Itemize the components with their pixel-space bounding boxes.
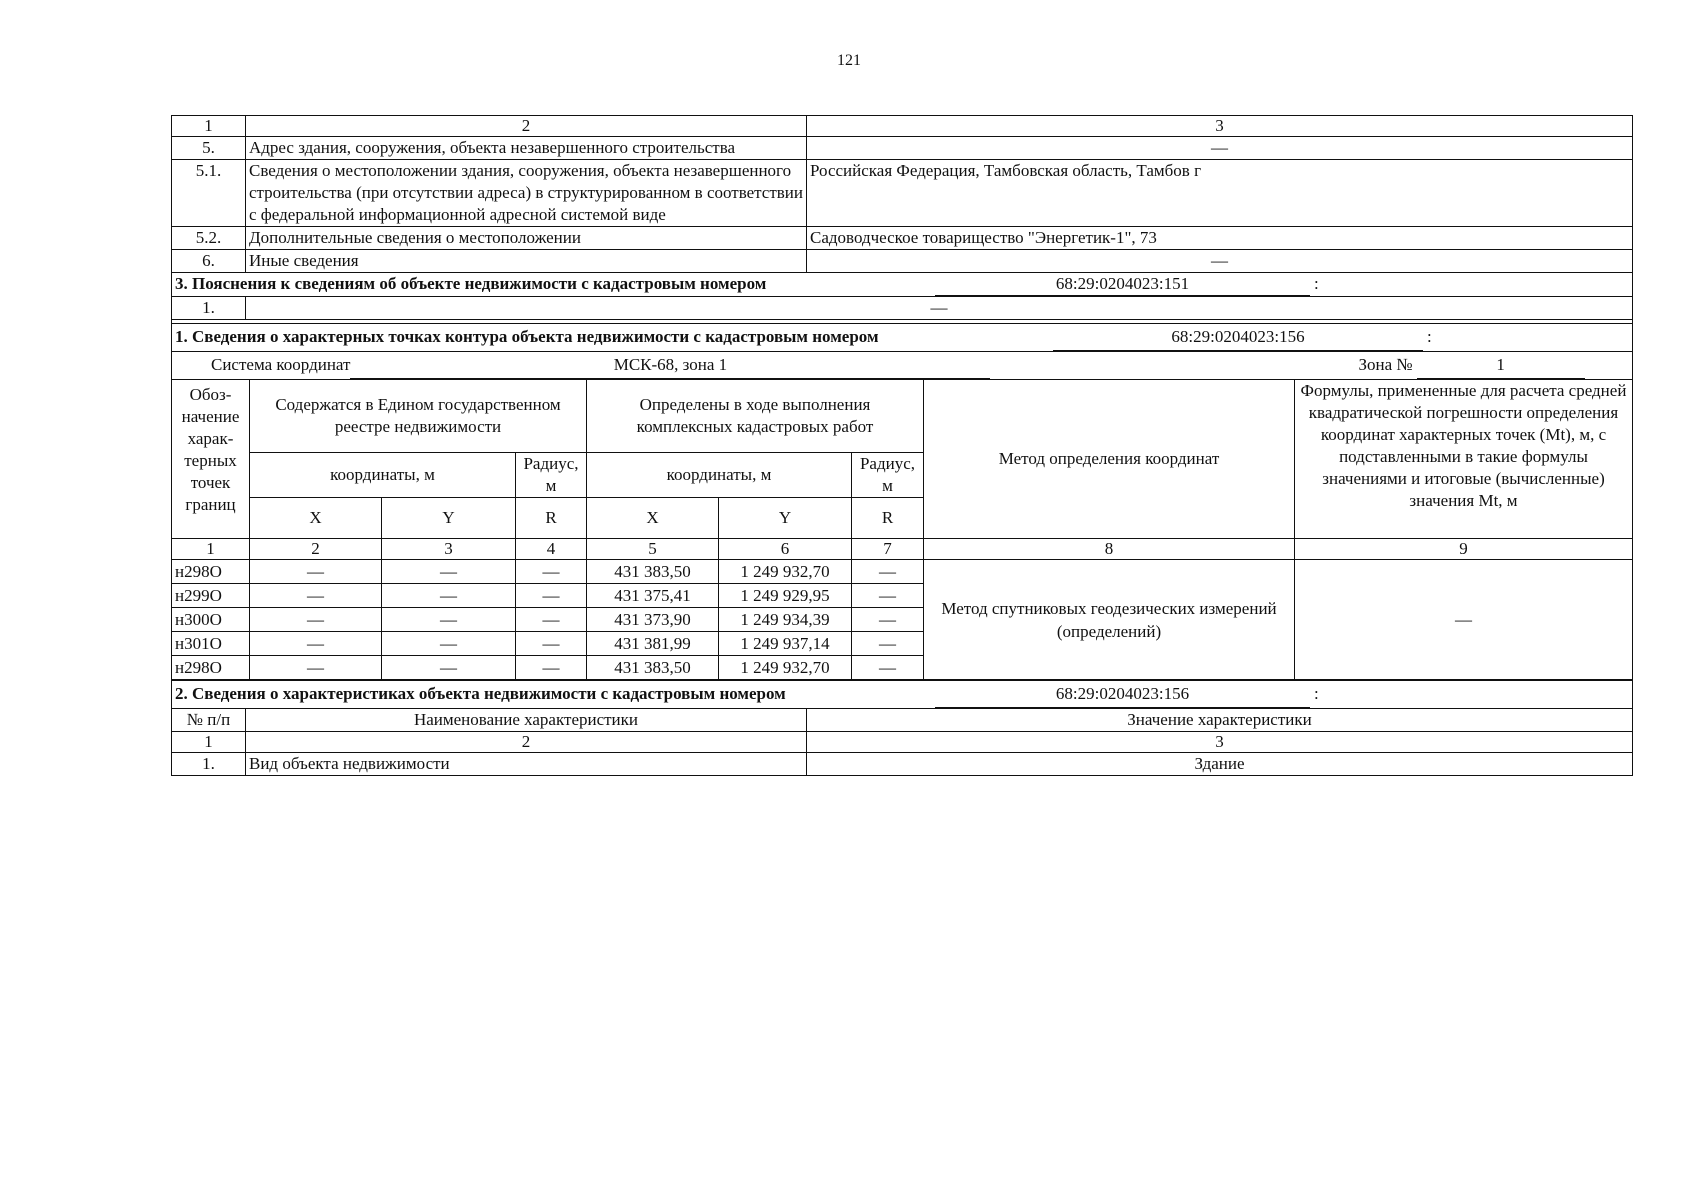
section2-cadastral-number: 68:29:0204023:156 xyxy=(935,681,1310,708)
point-name: н298О xyxy=(172,656,250,680)
point-egrn-y: — xyxy=(382,608,516,632)
section1-heading xyxy=(172,324,1633,352)
point-egrn-y: — xyxy=(382,632,516,656)
point-egrn-x: — xyxy=(250,584,382,608)
section2-colon: : xyxy=(1314,684,1319,703)
col-number-2: 2 xyxy=(246,732,807,753)
row-number: 5.1. xyxy=(172,160,246,227)
row-value: Российская Федерация, Тамбовская область, Тамбов г xyxy=(807,160,1633,227)
egrn-coords-header: координаты, м xyxy=(250,453,516,498)
point-kkr-y: 1 249 932,70 xyxy=(719,656,852,680)
point-kkr-y: 1 249 934,39 xyxy=(719,608,852,632)
egrn-radius-header: Радиус, м xyxy=(516,453,587,498)
coord-system-label: Система координат xyxy=(211,355,351,374)
row-value: — xyxy=(807,250,1633,273)
row-number: 5. xyxy=(172,137,246,160)
point-egrn-r: — xyxy=(516,608,587,632)
egrn-y-header: Y xyxy=(382,498,516,539)
point-egrn-x: — xyxy=(250,608,382,632)
kkr-x-header: X xyxy=(587,498,719,539)
section3-cadastral-number: 68:29:0204023:151 xyxy=(935,273,1310,296)
points-table xyxy=(171,323,1633,680)
point-kkr-r: — xyxy=(852,584,924,608)
col-number-1: 1 xyxy=(172,732,246,753)
designation-header: Обоз-начение харак-терных точек границ xyxy=(172,380,250,539)
point-kkr-x: 431 383,50 xyxy=(587,656,719,680)
section3-row-value: — xyxy=(246,297,1633,320)
point-kkr-x: 431 383,50 xyxy=(587,560,719,584)
section1-title: 1. Сведения о характерных точках контура объекта недвижимости с кадастровым номером xyxy=(175,327,879,346)
coord-system-row xyxy=(172,352,1633,380)
col-number-9: 9 xyxy=(1295,539,1633,560)
header-value: Значение характеристики xyxy=(807,709,1633,732)
point-name: н301О xyxy=(172,632,250,656)
point-kkr-r: — xyxy=(852,656,924,680)
point-kkr-r: — xyxy=(852,632,924,656)
point-kkr-r: — xyxy=(852,608,924,632)
row-number: 1. xyxy=(172,753,246,776)
col-number-4: 4 xyxy=(516,539,587,560)
row-number: 5.2. xyxy=(172,227,246,250)
row-number: 6. xyxy=(172,250,246,273)
point-name: н300О xyxy=(172,608,250,632)
col-number-8: 8 xyxy=(924,539,1295,560)
row-value: Садоводческое товарищество "Энергетик-1", 73 xyxy=(807,227,1633,250)
point-egrn-r: — xyxy=(516,584,587,608)
characteristics-table xyxy=(171,680,1633,776)
row-name: Вид объекта недвижимости xyxy=(246,753,807,776)
point-kkr-x: 431 373,90 xyxy=(587,608,719,632)
header-name: Наименование характеристики xyxy=(246,709,807,732)
section3-title: 3. Пояснения к сведениям об объекте недвижимости с кадастровым номером xyxy=(175,274,767,293)
point-egrn-x: — xyxy=(250,560,382,584)
col-number-3: 3 xyxy=(807,732,1633,753)
point-egrn-y: — xyxy=(382,560,516,584)
method-value: Метод спутниковых геодезических измерений (определений) xyxy=(924,560,1295,680)
kkr-radius-header: Радиус, м xyxy=(852,453,924,498)
col-number-5: 5 xyxy=(587,539,719,560)
header-number: № п/п xyxy=(172,709,246,732)
row-value: Здание xyxy=(807,753,1633,776)
coord-system-value: МСК-68, зона 1 xyxy=(350,352,990,379)
document-body xyxy=(171,115,1633,776)
table-row xyxy=(172,753,1633,776)
row-name: Дополнительные сведения о местоположении xyxy=(246,227,807,250)
method-header: Метод определения координат xyxy=(924,380,1295,539)
row-name: Иные сведения xyxy=(246,250,807,273)
point-kkr-x: 431 381,99 xyxy=(587,632,719,656)
point-egrn-y: — xyxy=(382,656,516,680)
section3-heading xyxy=(172,273,1633,297)
col-number-2: 2 xyxy=(250,539,382,560)
point-name: н299О xyxy=(172,584,250,608)
section3-colon: : xyxy=(1314,274,1319,293)
zone-value: 1 xyxy=(1417,352,1585,379)
point-egrn-y: — xyxy=(382,584,516,608)
row-name: Сведения о местоположении здания, сооружения, объекта незавершенного строительства (при отсутствии адреса) в структурированном в соответствии с федеральной информационной адресной системой виде xyxy=(246,160,807,227)
kkr-coords-header: координаты, м xyxy=(587,453,852,498)
formulas-header: Формулы, примененные для расчета средней квадратической погрешности определения координат характерных точек (Mt), м, с подставленными в такие формулы значениями и итоговые (вычисленные) значения Mt, м xyxy=(1295,380,1633,539)
row-name: Адрес здания, сооружения, объекта незавершенного строительства xyxy=(246,137,807,160)
section1-colon: : xyxy=(1427,327,1432,346)
section2-title: 2. Сведения о характеристиках объекта недвижимости с кадастровым номером xyxy=(175,684,786,703)
zone-label: Зона № xyxy=(1358,355,1413,374)
address-table xyxy=(171,115,1633,320)
point-egrn-x: — xyxy=(250,632,382,656)
col-number-6: 6 xyxy=(719,539,852,560)
point-kkr-x: 431 375,41 xyxy=(587,584,719,608)
egrn-header: Содержатся в Едином государственном реестре недвижимости xyxy=(250,380,587,453)
point-kkr-r: — xyxy=(852,560,924,584)
page-number: 121 xyxy=(837,52,861,69)
col-number-2: 2 xyxy=(246,116,807,137)
point-egrn-r: — xyxy=(516,656,587,680)
section1-cadastral-number: 68:29:0204023:156 xyxy=(1053,324,1423,351)
col-number-3: 3 xyxy=(382,539,516,560)
col-number-1: 1 xyxy=(172,116,246,137)
formula-value: — xyxy=(1295,560,1633,680)
row-value: — xyxy=(807,137,1633,160)
col-number-7: 7 xyxy=(852,539,924,560)
col-number-1: 1 xyxy=(172,539,250,560)
point-kkr-y: 1 249 932,70 xyxy=(719,560,852,584)
col-number-3: 3 xyxy=(807,116,1633,137)
point-kkr-y: 1 249 929,95 xyxy=(719,584,852,608)
section3-row-number: 1. xyxy=(172,297,246,320)
point-name: н298О xyxy=(172,560,250,584)
table-row xyxy=(172,560,1633,584)
kkr-y-header: Y xyxy=(719,498,852,539)
egrn-x-header: X xyxy=(250,498,382,539)
point-egrn-r: — xyxy=(516,560,587,584)
point-egrn-r: — xyxy=(516,632,587,656)
kkr-header: Определены в ходе выполнения комплексных кадастровых работ xyxy=(587,380,924,453)
kkr-r-header: R xyxy=(852,498,924,539)
point-egrn-x: — xyxy=(250,656,382,680)
point-kkr-y: 1 249 937,14 xyxy=(719,632,852,656)
section2-heading xyxy=(172,681,1633,709)
egrn-r-header: R xyxy=(516,498,587,539)
